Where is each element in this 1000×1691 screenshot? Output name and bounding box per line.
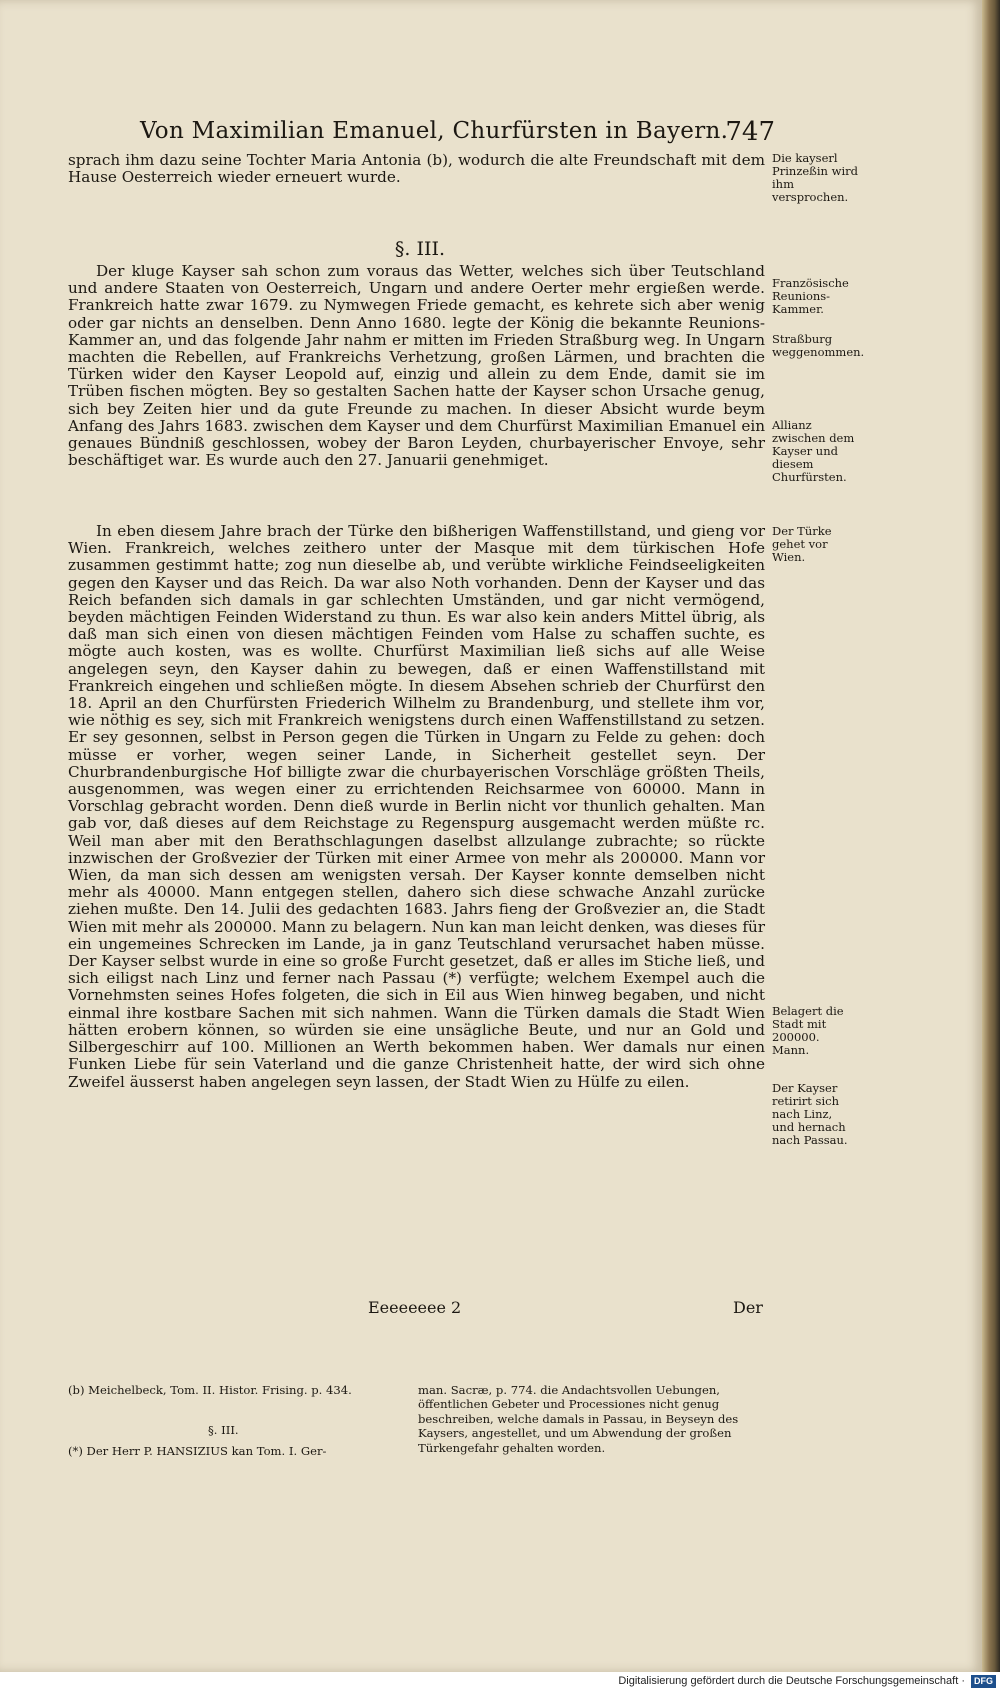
signature-mark: Eeeeeeee 2 [368,1298,462,1317]
footnote-b: (b) Meichelbeck, Tom. II. Histor. Frising. p. 434. [68,1383,352,1397]
footer-credit: Digitalisierung gefördert durch die Deutsche Forschungsgemeinschaft · [618,1675,965,1687]
digitization-footer [0,1672,1000,1691]
running-title: Von Maximilian Emanuel, Churfürsten in Bayern. [140,118,729,144]
margin-note-1: Die kayserl Prinzeßin wird ihm versprochen. [772,151,858,204]
footnote-star: (*) Der Herr P. HANSIZIUS kan Tom. I. Ger- [68,1444,327,1458]
footnote-section: §. III. [208,1423,239,1437]
footnote-continuation: man. Sacræ, p. 774. die Andachtsvollen Uebungen, öffentlichen Gebeter und Processiones nicht genug beschreiben, welche damals in Passau, in Beyseyn des Kaysers, angestellet, und um Abwendung der großen Türkengefahr gehalten worden. [418,1383,739,1455]
paragraph-2-text: In eben diesem Jahre brach der Türke den bißherigen Waffenstillstand, und gieng vor Wien. Frankreich, welches zeithero unter der Masque mit dem türkischen Hofe zusammen gestimmt hatte; zog nun dieselbe ab, und verübte wirkliche Feindseeligkeiten gegen den Kayser und das Reich. Da war also Noth vorhanden. Denn der Kayser und das Reich befanden sich damals in gar schlechten Umständen, und gar nicht vermögend, beyden mächtigen Feinden Widerstand zu thun. Es war also kein anders Mittel übrig, als daß man sich einen von diesen mächtigen Feinden vom Halse zu schaffen suchte, es mögte auch kosten, was es wollte. Churfürst Maximilian ließ sichs auf alle Weise angelegen seyn, den Kayser dahin zu bewegen, daß er einen Waffenstillstand mit Frankreich eingehen und schließen mögte. In diesem Absehen schrieb der Churfürst den 18. April an den Churfürsten Friederich Wilhelm zu Brandenburg, und stellete ihm vor, wie nöthig es sey, sich mit Frankreich wenigstens durch einen Waffenstillstand zu setzen. Er sey gesonnen, selbst in Person gegen die Türken in Ungarn zu Felde zu gehen: doch müsse er vorher, wegen seiner Lande, in Sicherheit gestellet seyn. Der Churbrandenburgische Hof billigte zwar die churbayerischen Vorschläge größten Theils, ausgenommen, was wegen einer zu errichtenden Reichsarmee von 60000. Mann in Vorschlag gebracht worden. Denn dieß wurde in Berlin nicht vor thunlich gehalten. Man gab vor, daß dieses auf dem Reichstage zu Regenspurg ausgemacht werden müßte rc. Weil man aber mit den Berathschlagungen daselbst allzulange zubrachte; so rückte inzwischen der Großvezier der Türken mit einer Armee von mehr als 200000. Mann vor Wien, da man sich dessen am wenigsten versah. Der Kayser konnte demselben nicht mehr als 40000. Mann entgegen stellen, dahero sich diese schwache Anzahl zurücke ziehen mußte. Den 14. Julii des gedachten 1683. Jahrs fieng der Großvezier an, die Stadt Wien mit mehr als 200000. Mann zu belagern. Nun kan man leicht denken, was dieses für ein ungemeines Schrecken im Lande, ja in ganz Teutschland verursachet haben müsse. Der Kayser selbst wurde in eine so große Furcht gesetzet, daß er alles im Stiche ließ, und sich eiligst nach Linz und ferner nach Passau (*) verfügte; welchem Exempel auch die Vornehmsten seines Hofes folgeten, die sich in Eil aus Wien hinweg begaben, und nicht einmal ihre kostbare Sachen mit sich nahmen. Wann die Türken damals die Stadt Wien hätten erobern können, so würden sie eine unsägliche Beute, und nur an Gold und Silbergeschirr auf 100. Millionen an Werth bekommen haben. Wer damals nur einen Funken Liebe für sein Vaterland und die ganze Christenheit hatte, der wird sich ohne Zweifel äusserst haben angelegen seyn lassen, der Stadt Wien zu Hülfe zu eilen. [68,522,765,1091]
catchword: Der [733,1298,763,1317]
margin-note-3: Straßburg weggenommen. [772,332,865,359]
section-heading: §. III. [394,238,446,260]
margin-note-5: Der Türke gehet vor Wien. [772,524,832,564]
margin-note-6: Belagert die Stadt mit 200000. Mann. [772,1004,844,1057]
paragraph-1 [68,263,765,469]
dfg-logo: DFG [971,1675,996,1688]
margin-note-2: Französische Reunions-Kammer. [772,276,849,316]
margin-note-4: Allianz zwischen dem Kayser und diesem Churfürsten. [772,418,855,484]
paragraph-2 [68,523,765,1091]
paragraph-0 [68,152,765,186]
paragraph-0-text: sprach ihm dazu seine Tochter Maria Antonia (b), wodurch die alte Freundschaft mit dem Hause Oesterreich wieder erneuert wurde. [68,151,765,187]
page-header [140,117,775,152]
margin-note-7: Der Kayser retirirt sich nach Linz, und hernach nach Passau. [772,1081,848,1147]
paragraph-1-text: Der kluge Kayser sah schon zum voraus das Wetter, welches sich über Teutschland und andere Staaten von Oesterreich, Ungarn und andere Oerter mehr ergießen werde. Frankreich hatte zwar 1679. zu Nymwegen Friede gemacht, es kehrete sich aber wenig oder gar nichts an denselben. Denn Anno 1680. legte der König die bekannte Reunions-Kammer an, und das folgende Jahr nahm er mitten im Frieden Straßburg weg. In Ungarn machten die Rebellen, auf Frankreichs Verhetzung, großen Lärmen, und brachten die Türken wider den Kayser Leopold auf, einzig und allein zu dem Ende, damit sie im Trüben fischen mögten. Bey so gestalten Sachen hatte der Kayser schon Ursache genug, sich bey Zeiten hier und da gute Freunde zu machen. In dieser Absicht wurde beym Anfang des Jahrs 1683. zwischen dem Kayser und dem Churfürst Maximilian Emanuel ein genaues Bündniß geschlossen, wobey der Baron Leyden, churbayerischer Envoye, sehr beschäftiget war. Es wurde auch den 27. Januarii genehmiget. [68,262,765,470]
page-number: 747 [725,117,775,147]
book-edge [982,0,1000,1672]
